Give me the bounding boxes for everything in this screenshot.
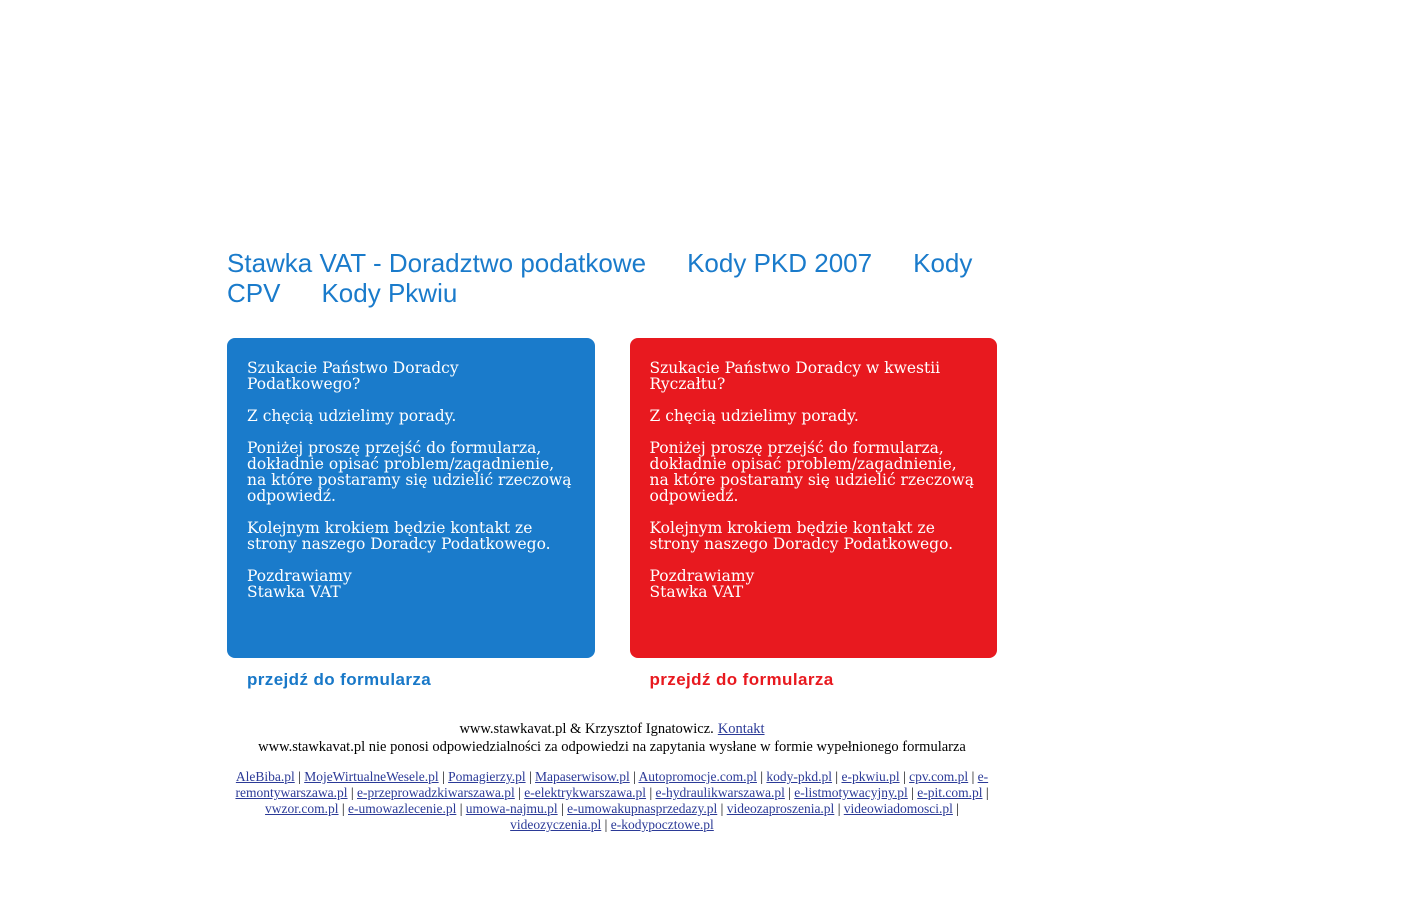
cta-cell-red — [630, 670, 998, 690]
nav-link-kody-pkd-2007[interactable]: Kody PKD 2007 — [687, 248, 873, 278]
card-paragraph: Kolejnym krokiem będzie kontakt ze strony naszego Doradcy Podatkowego. — [247, 519, 551, 553]
site-link-e-przeprowadzkiwarszawa-pl[interactable]: e-przeprowadzkiwarszawa.pl — [357, 785, 515, 800]
site-link-e-elektrykwarszawa-pl[interactable]: e-elektrykwarszawa.pl — [524, 785, 647, 800]
link-separator: | — [601, 817, 611, 832]
footer — [227, 720, 997, 756]
link-separator: | — [899, 769, 910, 784]
link-separator: | — [982, 785, 989, 800]
site-links — [227, 769, 997, 833]
cta-cell-blue — [227, 670, 595, 690]
kontakt-link[interactable]: Kontakt — [717, 721, 765, 737]
site-link-e-pit-com-pl[interactable]: e-pit.com.pl — [917, 785, 983, 800]
link-separator: | — [514, 785, 525, 800]
card-paragraph: Poniżej proszę przejść do formularza, dokładnie opisać problem/zagadnienie, na które postaramy się udzielić rzeczową odpowiedź. — [247, 439, 572, 505]
link-separator: | — [968, 769, 978, 784]
cards-row — [227, 338, 997, 658]
link-separator: | — [784, 785, 795, 800]
link-separator: | — [338, 801, 348, 816]
site-link-videozaproszenia-pl[interactable]: videozaproszenia.pl — [726, 801, 835, 816]
link-separator: | — [756, 769, 767, 784]
card-doradca-ryczalt — [630, 338, 998, 658]
card-body — [650, 360, 978, 600]
link-separator: | — [347, 785, 357, 800]
nav-link-kody-cpv[interactable]: Kody CPV — [227, 248, 973, 308]
site-link-e-umowakupnasprzedazy-pl[interactable]: e-umowakupnasprzedazy.pl — [567, 801, 718, 816]
site-link-videozyczenia-pl[interactable]: videozyczenia.pl — [510, 817, 602, 832]
nav-link-kody-pkwiu[interactable]: Kody Pkwiu — [321, 278, 458, 308]
go-to-form-link-red[interactable]: przejdź do formularza — [649, 670, 834, 689]
content-container — [227, 0, 997, 833]
cta-row — [227, 670, 997, 690]
card-paragraph: Pozdrawiamy Stawka VAT — [649, 567, 755, 601]
site-link-videowiadomosci-pl[interactable]: videowiadomosci.pl — [843, 801, 953, 816]
card-paragraph: Poniżej proszę przejść do formularza, dokładnie opisać problem/zagadnienie, na które postaramy się udzielić rzeczową odpowiedź. — [649, 439, 974, 505]
site-link-e-umowazlecenie-pl[interactable]: e-umowazlecenie.pl — [348, 801, 457, 816]
site-link-autopromocje-com-pl[interactable]: Autopromocje.com.pl — [638, 769, 757, 784]
card-doradca-podatkowy — [227, 338, 595, 658]
link-separator: | — [557, 801, 568, 816]
site-link-e-kodypocztowe-pl[interactable]: e-kodypocztowe.pl — [610, 817, 714, 832]
link-separator: | — [456, 801, 466, 816]
site-link-mojewirtualnewesele-pl[interactable]: MojeWirtualneWesele.pl — [304, 769, 439, 784]
link-separator: | — [646, 785, 656, 800]
footer-owner-line — [227, 720, 997, 738]
site-link-e-listmotywacyjny-pl[interactable]: e-listmotywacyjny.pl — [794, 785, 908, 800]
site-link-umowa-najmu-pl[interactable]: umowa-najmu.pl — [465, 801, 558, 816]
card-paragraph: Szukacie Państwo Doradcy w kwestii Ryczałtu? — [649, 359, 941, 393]
go-to-form-link-blue[interactable]: przejdź do formularza — [247, 670, 432, 689]
card-body — [247, 360, 575, 600]
site-link-pomagierzy-pl[interactable]: Pomagierzy.pl — [448, 769, 526, 784]
site-link-e-remontywarszawa-pl[interactable]: e-remontywarszawa.pl — [235, 769, 989, 800]
site-link-vwzor-com-pl[interactable]: vwzor.com.pl — [265, 801, 339, 816]
site-link-e-hydraulikwarszawa-pl[interactable]: e-hydraulikwarszawa.pl — [655, 785, 785, 800]
card-paragraph: Szukacie Państwo Doradcy Podatkowego? — [247, 359, 459, 393]
link-separator: | — [525, 769, 536, 784]
site-link-mapaserwisow-pl[interactable]: Mapaserwisow.pl — [535, 769, 630, 784]
card-paragraph: Pozdrawiamy Stawka VAT — [247, 567, 352, 601]
link-separator: | — [952, 801, 959, 816]
card-paragraph: Kolejnym krokiem będzie kontakt ze strony naszego Doradcy Podatkowego. — [649, 519, 954, 553]
site-link-e-pkwiu-pl[interactable]: e-pkwiu.pl — [841, 769, 900, 784]
link-separator: | — [438, 769, 449, 784]
site-link-kody-pkd-pl[interactable]: kody-pkd.pl — [766, 769, 833, 784]
link-separator: | — [629, 769, 639, 784]
nav-link-stawka-vat[interactable]: Stawka VAT - Doradztwo podatkowe — [227, 248, 647, 278]
card-paragraph: Z chęcią udzielimy porady. — [649, 407, 859, 425]
link-separator: | — [717, 801, 727, 816]
site-link-cpv-com-pl[interactable]: cpv.com.pl — [909, 769, 969, 784]
link-separator: | — [294, 769, 305, 784]
footer-disclaimer: www.stawkavat.pl nie ponosi odpowiedzialności za odpowiedzi na zapytania wysłane w formie wypełnionego formularza — [258, 739, 966, 755]
card-paragraph: Z chęcią udzielimy porady. — [247, 407, 457, 425]
site-link-alebiba-pl[interactable]: AleBiba.pl — [235, 769, 295, 784]
link-separator: | — [834, 801, 844, 816]
footer-owner-text: www.stawkavat.pl & Krzysztof Ignatowicz. — [459, 721, 714, 737]
link-separator: | — [907, 785, 918, 800]
link-separator: | — [832, 769, 842, 784]
main-nav — [227, 248, 997, 308]
